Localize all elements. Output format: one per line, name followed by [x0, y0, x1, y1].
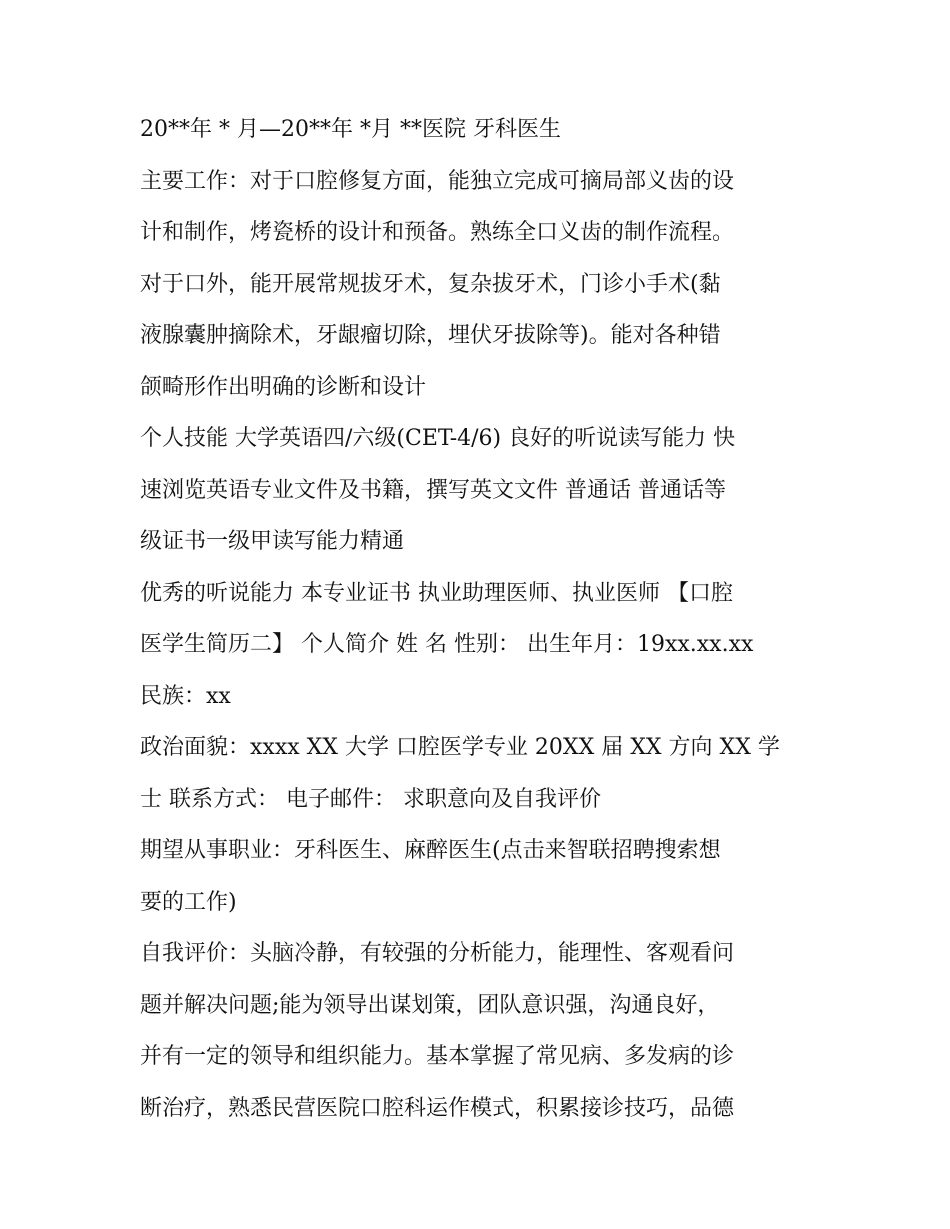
text-line: 并有一定的领导和组织能力。基本掌握了常见病、多发病的诊	[140, 1044, 735, 1069]
text-line: 级证书一级甲读写能力精通	[140, 529, 405, 554]
text-line: 计和制作，烤瓷桥的设计和预备。熟练全口义齿的制作流程。	[140, 220, 735, 245]
text-line-personal-skills: 个人技能 大学英语四/六级(CET-4/6) 良好的听说读写能力 快	[140, 426, 736, 451]
text-line-self-evaluation: 自我评价：头脑冷静，有较强的分析能力，能理性、客观看问	[140, 941, 735, 966]
text-line: 颌畸形作出明确的诊断和设计	[140, 374, 427, 400]
text-line-political-status: 政治面貌：xxxx XX 大学 口腔医学专业 20XX 届 XX 方向 XX 学	[140, 735, 780, 760]
text-line: 速浏览英语专业文件及书籍，撰写英文文件 普通话 普通话等	[140, 477, 726, 503]
text-line-ethnicity: 民族：xx	[140, 683, 231, 709]
text-line: 要的工作)	[140, 889, 237, 915]
text-line: 液腺囊肿摘除术，牙龈瘤切除，埋伏牙拔除等)。能对各种错	[140, 323, 721, 348]
text-line-main-work: 主要工作：对于口腔修复方面，能独立完成可摘局部义齿的设	[140, 168, 735, 194]
document-body	[140, 104, 820, 1134]
text-line: 对于口外，能开展常规拔牙术，复杂拔牙术，门诊小手术(黏	[140, 271, 721, 297]
text-line-employment-period: 20**年 * 月—20**年 *月 **医院 牙科医生	[140, 117, 561, 142]
text-line: 断治疗，熟悉民营医院口腔科运作模式，积累接诊技巧，品德	[140, 1095, 735, 1121]
text-line-desired-position: 期望从事职业：牙科医生、麻醉医生(点击来智联招聘搜索想	[140, 838, 721, 863]
text-line-contact: 士 联系方式： 电子邮件： 求职意向及自我评价	[140, 786, 601, 812]
text-line-certificates: 优秀的听说能力 本专业证书 执业助理医师、执业医师 【口腔	[140, 580, 733, 606]
text-line-profile: 医学生简历二】 个人简介 姓 名 性别： 出生年月：19xx.xx.xx	[140, 632, 754, 657]
text-line: 题并解决问题;能为领导出谋划策，团队意识强，沟通良好，	[140, 992, 720, 1018]
